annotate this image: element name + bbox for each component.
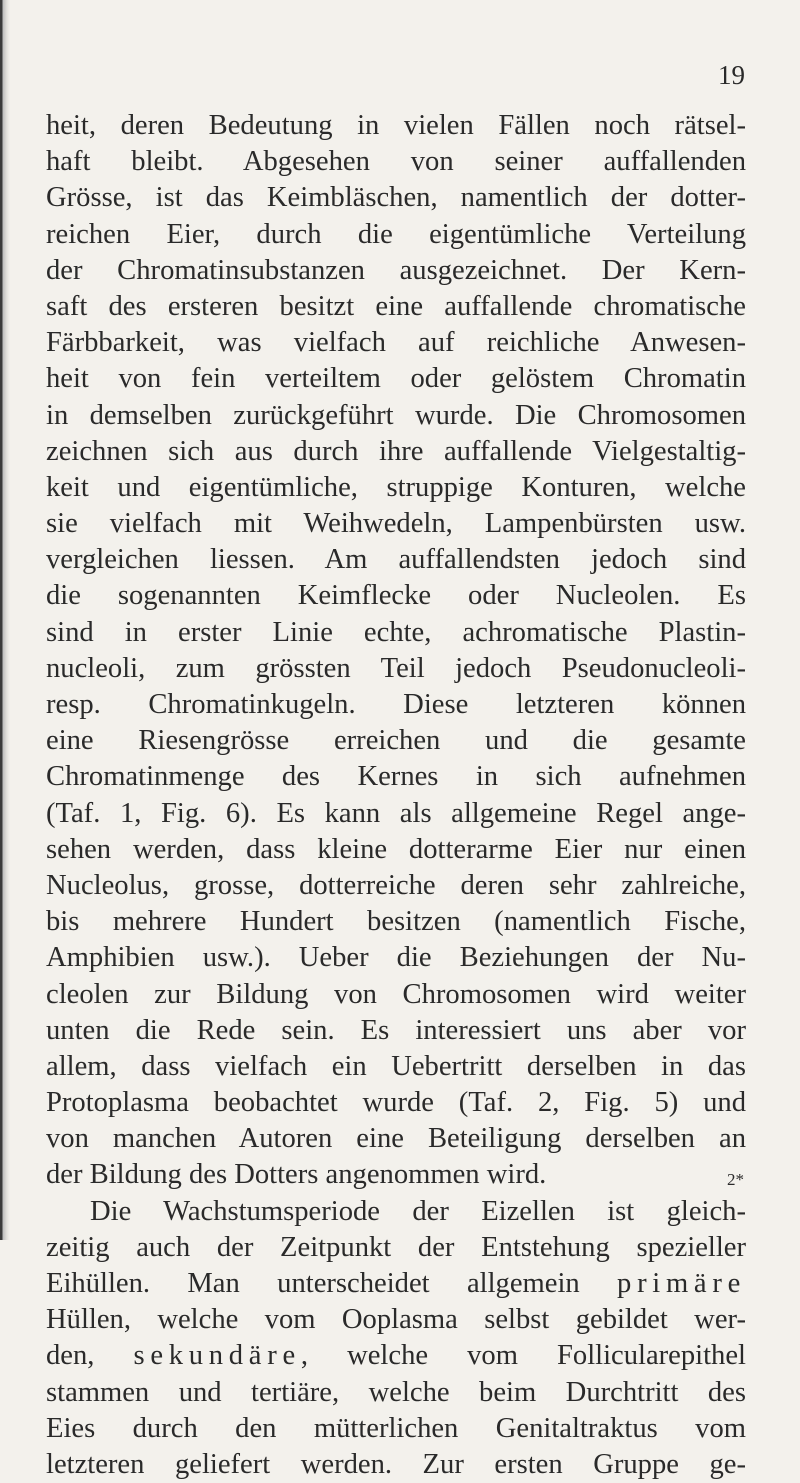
paragraph-end-line: der Bildung des Dotters angenommen wird. <box>46 1159 547 1191</box>
text-line: stammen und tertiäre, welche beim Durchtritt des <box>46 1376 746 1408</box>
text-line: zeitig auch der Zeitpunkt der Entstehung spezieller <box>46 1231 746 1263</box>
text-line: (Taf. 1, Fig. 6). Es kann als allgemeine Regel ange- <box>46 797 746 829</box>
paragraph-start-line: Die Wachstumsperiode der Eizellen ist gleich- <box>90 1195 746 1227</box>
text-line: heit, deren Bedeutung in vielen Fällen noch rätsel- <box>46 110 746 141</box>
text-line: die sogenannten Keimflecke oder Nucleolen. Es <box>46 580 746 612</box>
emphasized-word: primäre <box>617 1268 746 1299</box>
text-line: Amphibien usw.). Ueber die Beziehungen der Nu- <box>46 942 746 974</box>
text-line: Hüllen, welche vom Ooplasma selbst gebildet wer- <box>46 1304 746 1336</box>
text-line: zeichnen sich aus durch ihre auffallende Vielgestaltig- <box>46 435 746 467</box>
text-line: letzteren geliefert werden. Zur ersten Gruppe ge- <box>46 1448 746 1480</box>
text-line: Färbbarkeit, was vielfach auf reichliche Anwesen- <box>46 327 746 359</box>
text-line: vergleichen liessen. Am auffallendsten jedoch sind <box>46 544 746 576</box>
text-line: haft bleibt. Abgesehen von seiner auffallenden <box>46 146 746 178</box>
text-line: sie vielfach mit Weihwedeln, Lampenbürsten usw. <box>46 508 746 540</box>
text-line: resp. Chromatinkugeln. Diese letzteren können <box>46 689 746 720</box>
signature-mark: 2* <box>727 1170 744 1189</box>
text-line: Protoplasma beobachtet wurde (Taf. 2, Fig. 5) und <box>46 1087 746 1119</box>
text-line: Nucleolus, grosse, dotterreiche deren sehr zahlreiche, <box>46 869 746 901</box>
text-line: in demselben zurückgeführt wurde. Die Chromosomen <box>46 399 746 431</box>
page-edge-shadow <box>0 0 10 1240</box>
text-line: reichen Eier, durch die eigentümliche Verteilung <box>46 218 746 250</box>
body-text <box>46 108 746 1483</box>
text-line: unten die Rede sein. Es interessiert uns aber vor <box>46 1014 746 1046</box>
text-line: cleolen zur Bildung von Chromosomen wird weiter <box>46 978 746 1010</box>
text-line: allem, dass vielfach ein Uebertritt derselben in das <box>46 1050 746 1082</box>
text-line: sind in erster Linie echte, achromatische Plastin- <box>46 616 746 648</box>
text-line: saft des ersteren besitzt eine auffallende chromatische <box>46 290 746 322</box>
text-line: Grösse, ist das Keimbläschen, namentlich der dotter- <box>46 182 746 214</box>
text-line: bis mehrere Hundert besitzen (namentlich Fische, <box>46 906 746 938</box>
text-line: sehen werden, dass kleine dotterarme Eier nur einen <box>46 833 746 865</box>
text-line: keit und eigentümliche, struppige Konturen, welche <box>46 471 746 503</box>
text-line: Chromatinmenge des Kernes in sich aufnehmen <box>46 761 746 793</box>
text-line: den, sekundäre, welche vom Follicularepithel <box>46 1340 746 1372</box>
page-number: 19 <box>718 60 745 90</box>
emphasized-word: sekundäre <box>133 1340 301 1372</box>
text-line: eine Riesengrösse erreichen und die gesamte <box>46 725 746 757</box>
text-line: nucleoli, zum grössten Teil jedoch Pseudonucleoli- <box>46 652 746 684</box>
text-line: der Chromatinsubstanzen ausgezeichnet. Der Kern- <box>46 254 746 286</box>
text-line: heit von fein verteiltem oder gelöstem Chromatin <box>46 363 746 395</box>
text-line: von manchen Autoren eine Beteiligung derselben an <box>46 1123 746 1155</box>
text-line: Eihüllen. Man unterscheidet allgemein primäre <box>46 1268 746 1299</box>
text-line: Eies durch den mütterlichen Genitaltraktus vom <box>46 1412 746 1444</box>
